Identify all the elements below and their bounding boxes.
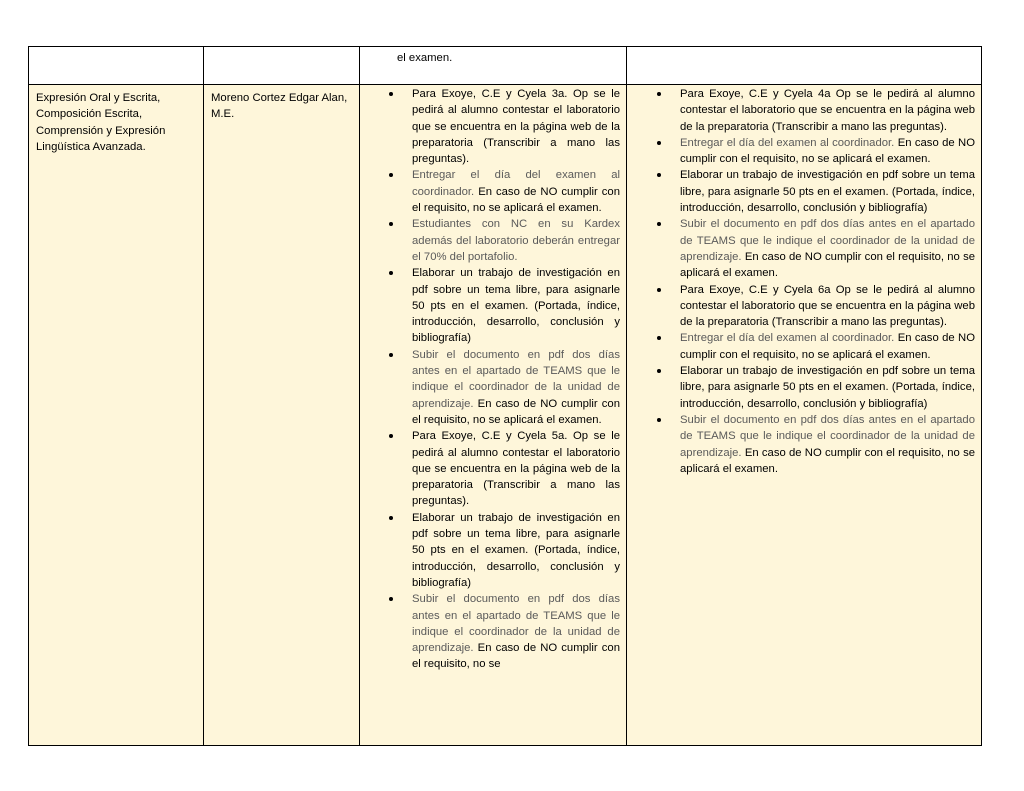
- item-text-emphasis: Para Exoye, C.E y Cyela 4a Op se le pedirá al alumno contestar el laboratorio que se encuentra en la página web de la preparatoria (Transcribir a mano las preguntas).: [680, 88, 975, 133]
- table-row-continued: [29, 47, 982, 85]
- item-text-emphasis: Para Exoye, C.E y Cyela 3a. Op se le pedirá al alumno contestar el laboratorio que se encuentra en la página web de la preparatoria (Transcribir a mano las preguntas).: [412, 88, 620, 166]
- item-text-regular: Entregar el día del examen al coordinador.: [680, 332, 898, 345]
- list-item: [680, 363, 975, 412]
- bullet-icon: [657, 141, 661, 145]
- subject-cell: [29, 85, 204, 746]
- item-text-emphasis: En caso de NO cumplir con el requisito, no se aplicará el examen.: [680, 250, 976, 280]
- bullet-icon: [657, 173, 661, 177]
- list-item: [680, 167, 975, 216]
- item-text-emphasis: Para Exoye, C.E y Cyela 6a Op se le pedirá al alumno contestar el laboratorio que se encuentra en la página web de la preparatoria (Transcribir a mano las preguntas).: [680, 283, 975, 329]
- bullet-icon: [389, 173, 393, 177]
- item-text-emphasis: En caso de NO cumplir con el requisito, no se: [412, 642, 620, 671]
- continued-text: el examen.: [397, 52, 453, 64]
- list-item: [680, 282, 975, 331]
- bullet-icon: [389, 434, 393, 438]
- item-text-regular: Subir el documento en pdf dos días antes en el apartado de TEAMS que le indique el coordinador de la unidad de aprendizaje.: [412, 348, 620, 410]
- teacher-cell: [204, 85, 360, 746]
- bullet-icon: [657, 288, 661, 292]
- item-text-emphasis: En caso de NO cumplir con el requisito, no se aplicará el examen.: [680, 136, 976, 166]
- item-text-emphasis: Elaborar un trabajo de investigación en pdf sobre un tema libre, para asignarle 50 pts en el examen. (Portada, índice, introducción, desarrollo, conclusión y bibliografía): [412, 511, 620, 589]
- item-text-regular: Entregar el día del examen al coordinador.: [680, 136, 898, 149]
- teacher-name: Moreno Cortez Edgar Alan, M.E.: [211, 92, 348, 121]
- item-text-emphasis: En caso de NO cumplir con el requisito, no se aplicará el examen.: [680, 332, 976, 361]
- bullet-icon: [657, 418, 661, 422]
- list-item: [412, 347, 620, 428]
- list-item: [412, 591, 620, 672]
- item-text-regular: Estudiantes con NC en su Kardex además del laboratorio deberán entregar el 70% del portafolio.: [412, 218, 620, 263]
- list-item: [412, 167, 620, 216]
- item-text-regular: Entregar el día del examen al coordinador.: [412, 169, 620, 198]
- continued-text-cell: [360, 47, 627, 85]
- list-item: [412, 428, 620, 509]
- table-row-subject: [29, 85, 982, 746]
- list-item: [412, 510, 620, 591]
- item-text-emphasis: En caso de NO cumplir con el requisito, no se aplicará el examen.: [412, 185, 620, 215]
- item-text-emphasis: Elaborar un trabajo de investigación en pdf sobre un tema libre, para asignarle 50 pts en el examen. (Portada, índice, introducción, desarrollo, conclusión y bibliografía): [412, 267, 620, 345]
- list-item: [412, 86, 620, 167]
- list-item: [680, 86, 975, 135]
- bullet-icon: [389, 353, 393, 357]
- bullet-icon: [389, 516, 393, 520]
- bullet-icon: [657, 92, 661, 96]
- item-text-emphasis: Para Exoye, C.E y Cyela 5a. Op se le pedirá al alumno contestar el laboratorio que se encuentra en la página web de la preparatoria (Transcribir a mano las preguntas).: [412, 430, 620, 508]
- bullet-icon: [657, 369, 661, 373]
- bullet-icon: [389, 222, 393, 226]
- opportunities-even-cell: [627, 85, 982, 746]
- empty-cell: [627, 47, 982, 85]
- item-text-regular: Subir el documento en pdf dos días antes en el apartado de TEAMS que le indique el coordinador de la unidad de aprendizaje.: [680, 413, 975, 459]
- subject-name: Expresión Oral y Escrita, Composición Escrita, Comprensión y Expresión Lingüística Avanzada.: [36, 92, 166, 153]
- empty-cell: [29, 47, 204, 85]
- bullet-icon: [389, 271, 393, 275]
- list-item: [680, 135, 975, 168]
- empty-cell: [204, 47, 360, 85]
- item-text-emphasis: En caso de NO cumplir con el requisito, no se aplicará el examen.: [680, 446, 976, 475]
- opportunities-odd-cell: [360, 85, 627, 746]
- list-item: [680, 330, 975, 363]
- list-item: [680, 216, 975, 281]
- list-item: [412, 216, 620, 265]
- requirements-list-even: [627, 85, 981, 477]
- requirements-list-odd: [360, 85, 626, 673]
- item-text-emphasis: En caso de NO cumplir con el requisito, no se aplicará el examen.: [412, 397, 620, 426]
- list-item: [680, 412, 975, 477]
- item-text-emphasis: Elaborar un trabajo de investigación en pdf sobre un tema libre, para asignarle 50 pts en el examen. (Portada, índice, introducción, desarrollo, conclusión y bibliografía): [680, 169, 975, 215]
- bullet-icon: [657, 336, 661, 340]
- item-text-emphasis: Elaborar un trabajo de investigación en pdf sobre un tema libre, para asignarle 50 pts en el examen. (Portada, índice, introducción, desarrollo, conclusión y bibliografía): [680, 365, 975, 410]
- item-text-regular: Subir el documento en pdf dos días antes en el apartado de TEAMS que le indique el coordinador de la unidad de aprendizaje.: [680, 218, 975, 263]
- bullet-icon: [389, 92, 393, 96]
- bullet-icon: [389, 597, 393, 601]
- list-item: [412, 265, 620, 346]
- bullet-icon: [657, 222, 661, 226]
- item-text-regular: Subir el documento en pdf dos días antes en el apartado de TEAMS que le indique el coordinador de la unidad de aprendizaje.: [412, 593, 620, 655]
- requirements-table: [28, 46, 982, 746]
